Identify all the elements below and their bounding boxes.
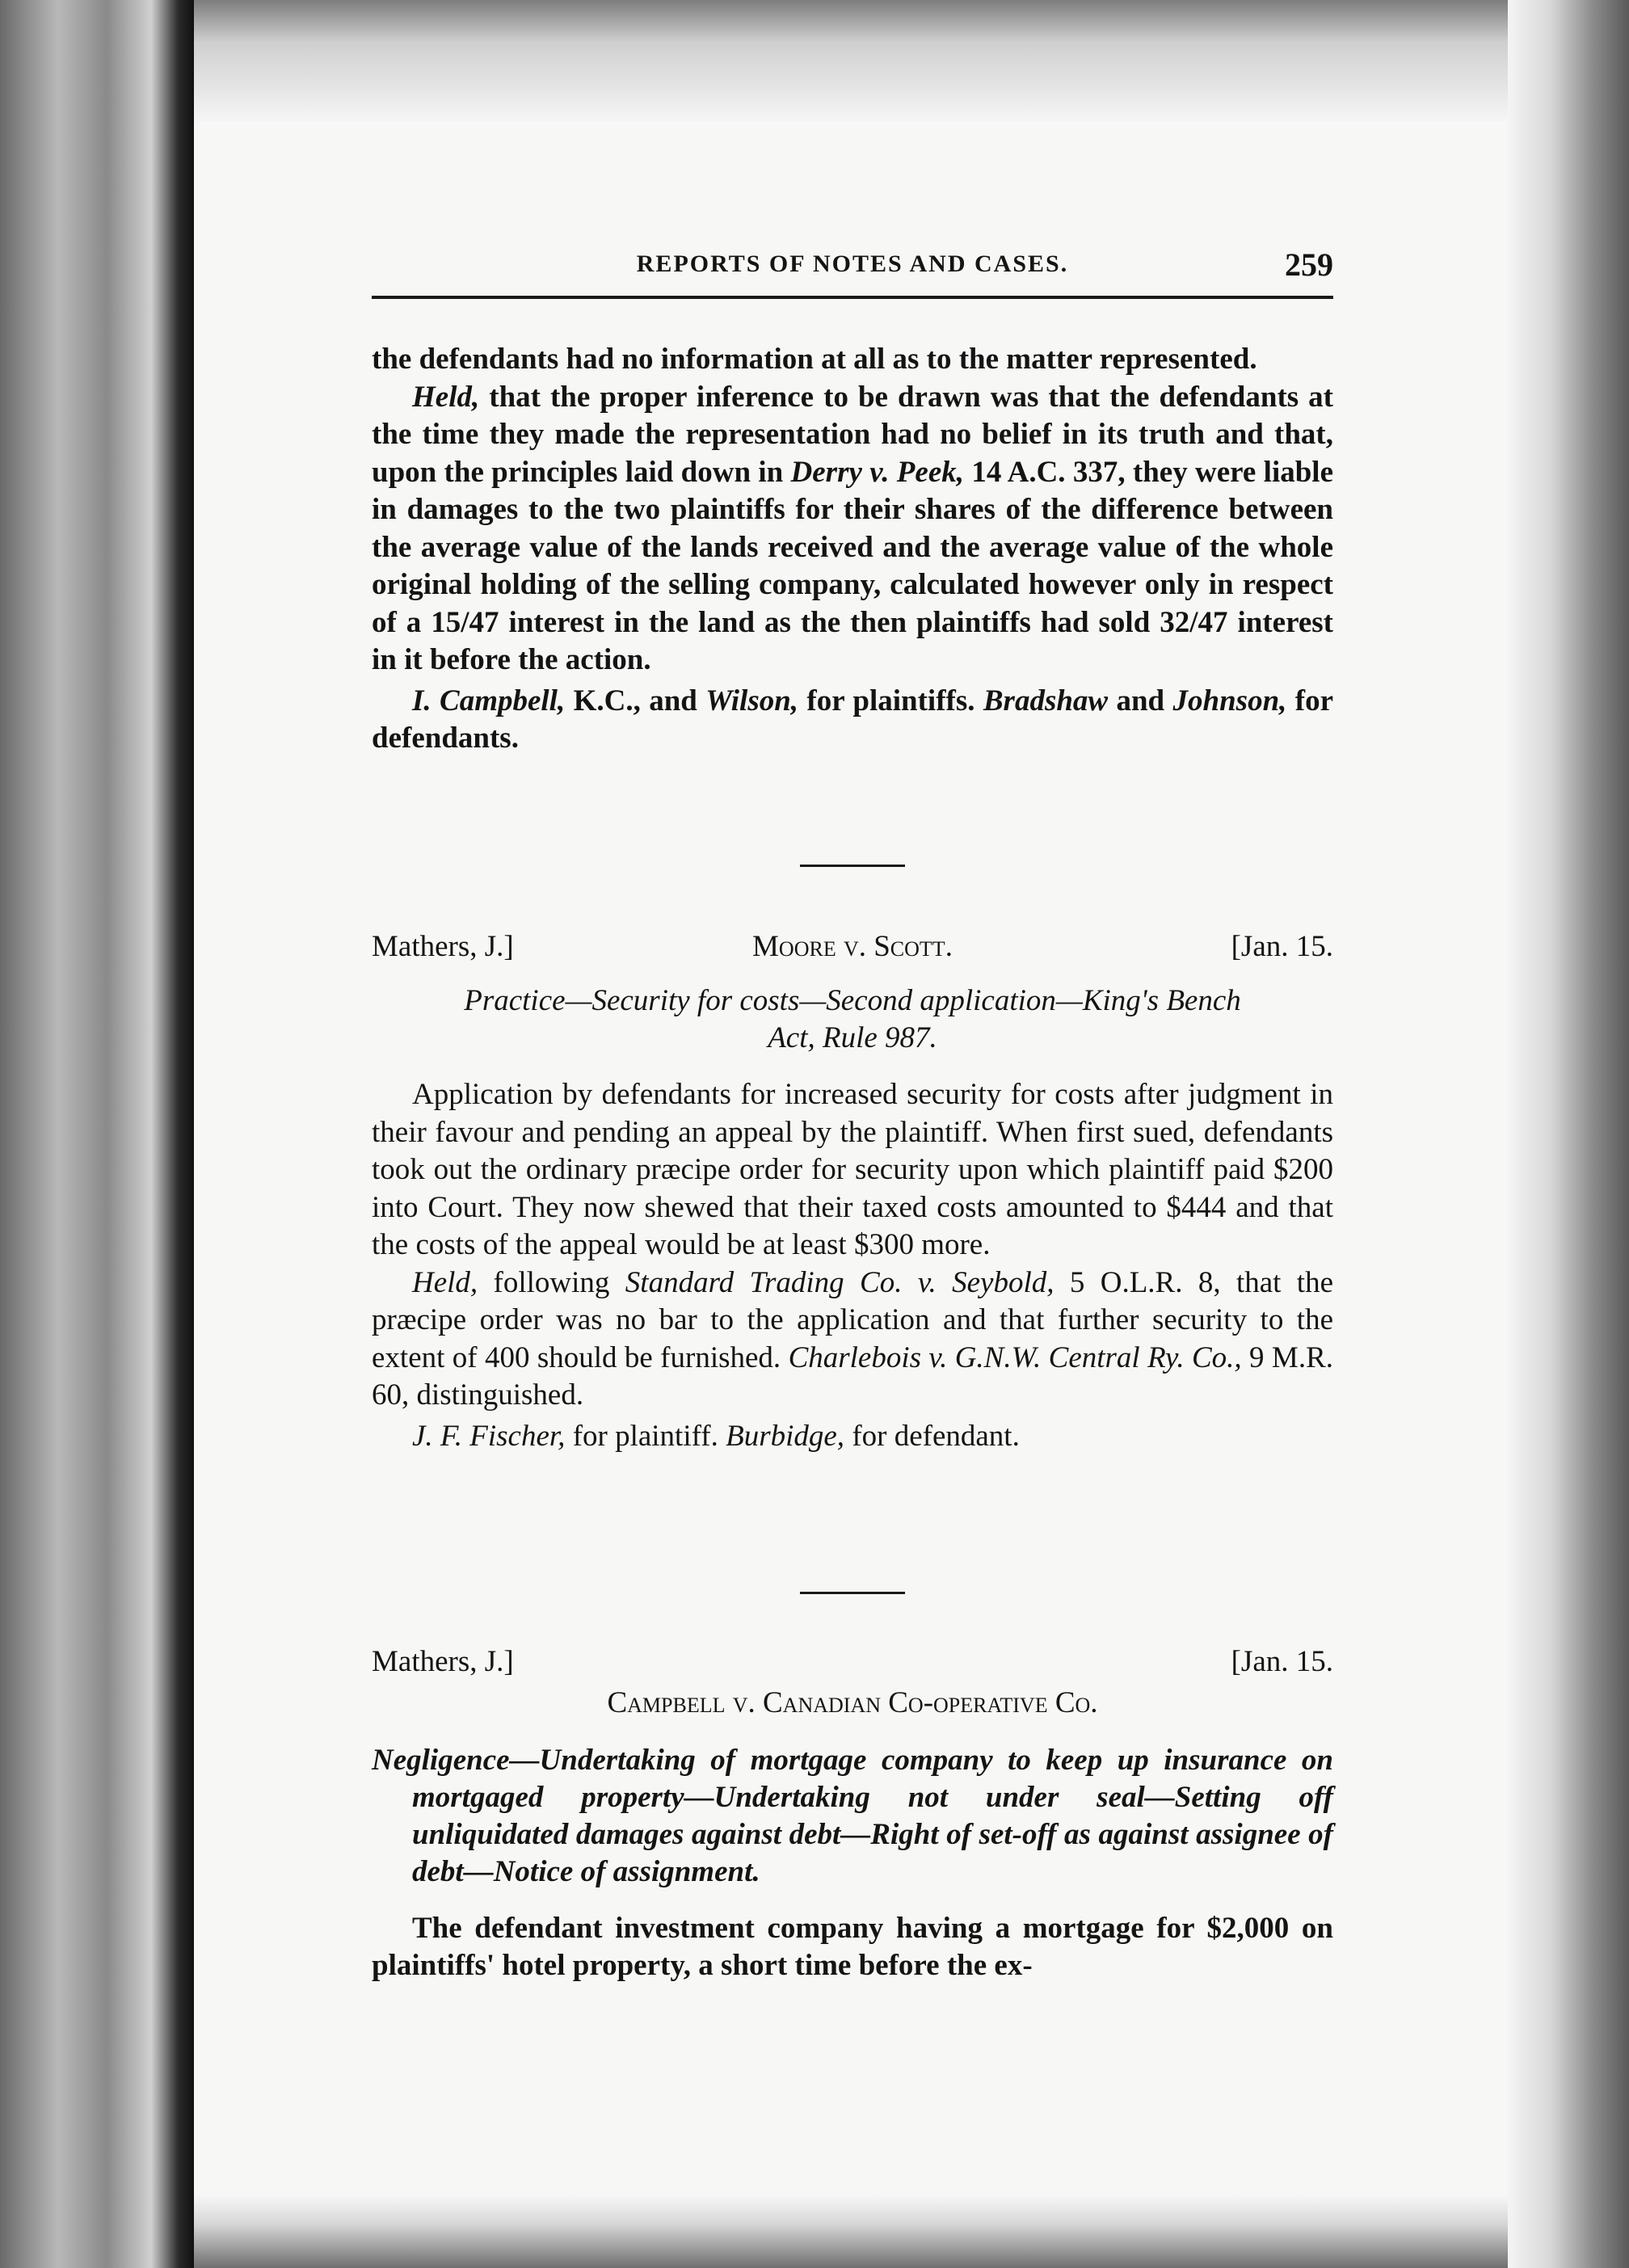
judge: Mathers, J.]	[372, 930, 514, 963]
case-name: Campbell v. Canadian Co-operative Co.	[607, 1686, 1098, 1719]
scan-bottom-edge	[194, 2195, 1508, 2268]
case-date: [Jan. 15.	[1231, 930, 1333, 963]
case-3-para: The defendant investment company having a mortgage for $2,000 on plaintiffs' hotel property, a short time before the ex-	[372, 1911, 1333, 1982]
cited-case: Standard Trading Co. v. Seybold,	[625, 1265, 1054, 1299]
cited-case: Charlebois v. G.N.W. Central Ry. Co.,	[788, 1340, 1242, 1374]
scan-left-edge	[0, 0, 194, 2268]
page-number: 259	[1285, 246, 1333, 283]
counsel-text: for defendant.	[844, 1419, 1020, 1453]
case-3-headnote: Negligence—Undertaking of mortgage company to keep up insurance on mortgaged property—Undertaking not under seal—Setting off unliquidated damages against debt—Right of set-off as against assignee of debt—Notice of assignment.	[372, 1743, 1333, 1888]
case-2	[372, 929, 1333, 1455]
counsel-name: I. Campbell,	[412, 684, 566, 717]
counsel-text: and	[1108, 684, 1173, 717]
judge: Mathers, J.]	[372, 1645, 514, 1678]
counsel-name: Wilson,	[705, 684, 799, 717]
case-3	[372, 1620, 1333, 1985]
held-label: Held,	[412, 1265, 478, 1299]
running-head	[372, 246, 1333, 299]
case-3-heading	[372, 1644, 1333, 1685]
counsel-name: J. F. Fischer,	[412, 1419, 566, 1453]
case-date: [Jan. 15.	[1231, 1645, 1333, 1678]
case-2-heading	[372, 929, 1333, 970]
held-text: that the proper inference to be drawn was that the defendants at the time they made the representation had no belief in its truth and that, upon the principles laid down in	[372, 380, 1333, 489]
case-2-para: Application by defendants for increased security for costs after judgment in their favour and pending an appeal by the plaintiff. When first sued, defendants took out the ordinary præcipe order for security upon which plaintiff paid $200 into Court. They now shewed that their taxed costs amounted to $444 and that the costs of the appeal would be at least $300 more.	[372, 1078, 1333, 1261]
held-text: 5 O.L.R. 8, that the præcipe order was no bar to the application and that further security to the extent of 400 should be furnished.	[372, 1265, 1333, 1374]
case-2-held	[372, 1264, 1333, 1415]
scan-top-edge	[194, 0, 1508, 121]
counsel-name: Johnson,	[1172, 684, 1287, 717]
cited-case: Derry v. Peek,	[790, 455, 965, 489]
case-1-held	[372, 379, 1333, 680]
separator-rule	[800, 1592, 905, 1594]
case-2-headnote-line-1: Practice—Security for costs—Second application—King's Bench	[464, 984, 1241, 1017]
counsel-text: for plaintiff.	[565, 1419, 726, 1453]
case-1-counsel	[372, 683, 1333, 758]
case-1	[372, 341, 1333, 758]
counsel-text: for plaintiffs.	[798, 684, 983, 717]
case-1-para: the defendants had no information at all as to the matter represented.	[372, 343, 1257, 376]
counsel-text: for defendants.	[372, 684, 1334, 755]
running-head-title: REPORTS OF NOTES AND CASES.	[636, 250, 1069, 277]
divider-1	[372, 865, 1333, 867]
held-text: 14 A.C. 337, they were liable in damages to the two plaintiffs for their shares of the difference between the average value of the lands received and the average value of the whole original holding of the selling company, calculated however only in respect of a 15/47 interest in the land as the then plaintiffs had sold 32/47 interest in it before the action.	[372, 455, 1333, 676]
case-name: Moore v. Scott.	[752, 930, 953, 963]
divider-2	[372, 1592, 1333, 1594]
held-label: Held,	[412, 380, 480, 414]
case-2-headnote-line-2: Act, Rule 987.	[768, 1021, 937, 1054]
case-2-counsel	[372, 1418, 1333, 1456]
counsel-name: Bradshaw	[983, 684, 1109, 717]
held-text: following	[478, 1265, 625, 1299]
scan-right-edge	[1508, 0, 1629, 2268]
counsel-text: K.C., and	[565, 684, 706, 717]
separator-rule	[800, 865, 905, 867]
held-text: 9 M.R. 60, distinguished.	[372, 1340, 1334, 1412]
counsel-name: Burbidge,	[726, 1419, 845, 1453]
